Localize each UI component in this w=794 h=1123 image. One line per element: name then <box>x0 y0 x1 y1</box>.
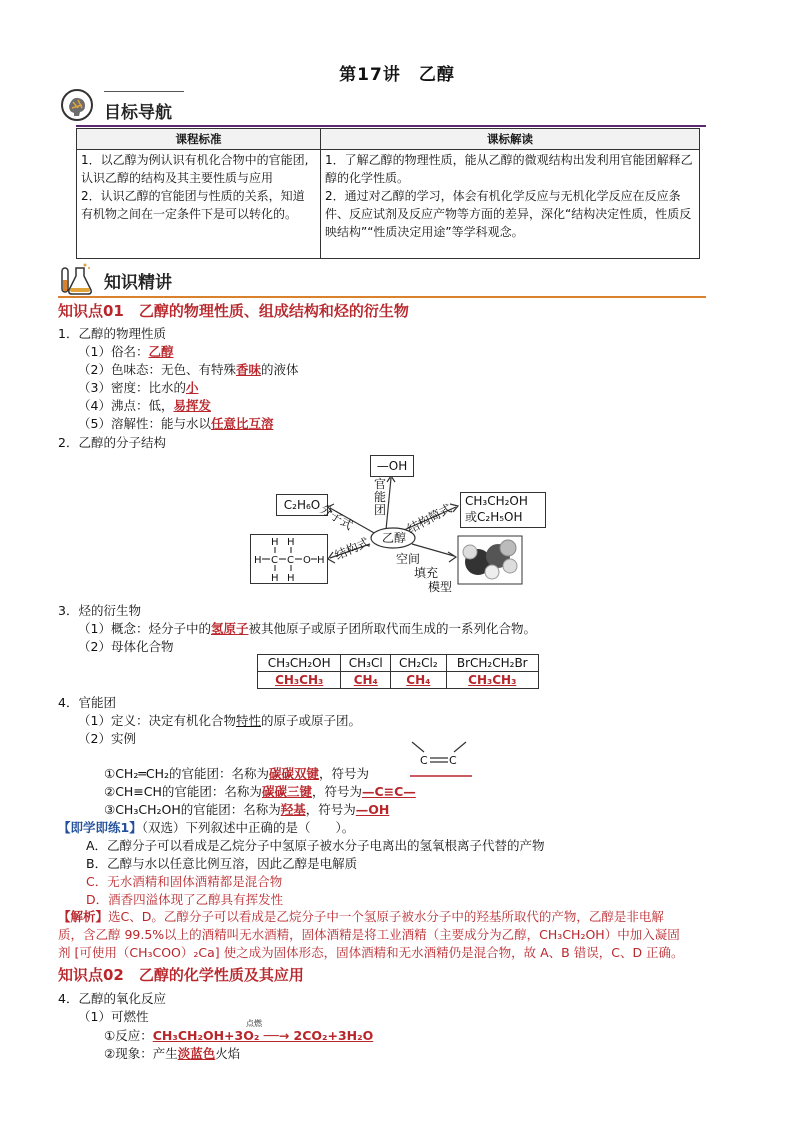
prop-boiling: （4）沸点：低，易挥发 <box>78 398 211 413</box>
goals-underline <box>76 125 706 127</box>
svg-text:H: H <box>287 537 295 548</box>
practice-analysis: 【解析】选C、D。乙醇分子可以看成是乙烷分子中一个氢原子被水分子中的羟基所取代的产物，乙醇是非电解 质，含乙醇 99.5%以上的酒精叫无水酒精，固体酒精是将工业酒精（主要成分为乙醇，CH₃CH₂OH）中加入凝固 剂 [可使用（CH₃COO）₂Ca] 使之成为固体形态，固体酒精和无水酒精仍是混合物，故 A、B 错误，C、D 正确。 <box>58 909 684 960</box>
fg-example-1: ①CH₂═CH₂的官能团：名称为碳碳双键，符号为 <box>104 766 370 781</box>
knowledge-header: 知识精讲 <box>104 273 172 293</box>
goal-interpretation-1: 1．了解乙醇的物理性质，能从乙醇的微观结构出发利用官能团解释乙醇的化学性质。 <box>325 153 693 185</box>
svg-text:H: H <box>287 573 295 583</box>
reaction-condition: 点燃 <box>246 1019 262 1028</box>
kp2-title: 知识点02 乙醇的化学性质及其应用 <box>58 966 304 984</box>
fg-definition: （1）定义：决定有机化合物特性的原子或原子团。 <box>78 713 361 728</box>
page-title: 第17讲 乙醇 <box>339 65 455 85</box>
deriv-cell: CH₃CH₂OH <box>258 655 341 672</box>
prop-name: （1）俗名：乙醇 <box>78 344 174 359</box>
practice-option-c: C．无水酒精和固体酒精都是混合物 <box>86 874 283 889</box>
goal-interpretation-2: 2．通过对乙醇的学习，体会有机化学反应与无机化学反应在反应条件、反应试剂及反应产物等方面的差异，深化“结构决定性质，性质反映结构”“性质决定用途”等学科观念。 <box>325 189 692 239</box>
svg-text:H: H <box>254 555 262 566</box>
kp1-deriv-heading: 3．烃的衍生物 <box>58 603 141 618</box>
kp2-combustion: （1）可燃性 <box>78 1009 149 1024</box>
oh-branch-label: 官能团 <box>374 477 387 517</box>
model-branch-label-2: 填充 <box>414 566 439 580</box>
goal-standard-2: 2．认识乙醇的官能团与性质的关系，知道有机物之间在一定条件下是可以转化的。 <box>81 189 305 221</box>
kp2-reaction: ①反应：CH₃CH₂OH+3O₂ ──→ 2CO₂+3H₂O <box>104 1028 374 1043</box>
simple-branch-label: 结构简式 <box>404 501 454 537</box>
kp1-title: 知识点01 乙醇的物理性质、组成结构和烃的衍生物 <box>58 302 409 320</box>
oh-box: —OH <box>370 455 414 477</box>
fg-example-3: ③CH₃CH₂OH的官能团：名称为羟基，符号为—OH <box>104 802 390 817</box>
double-bond-symbol <box>406 736 472 780</box>
prop-density: （3）密度：比水的小 <box>78 380 199 395</box>
parent-cell: CH₄ <box>341 672 391 689</box>
header-rule <box>104 91 184 92</box>
brain-icon <box>60 88 94 122</box>
parent-cell: CH₄ <box>391 672 446 689</box>
practice-option-b: B．乙醇与水以任意比例互溶，因此乙醇是电解质 <box>86 856 358 871</box>
svg-text:H: H <box>317 555 325 566</box>
model-branch-label-1: 空间 <box>396 552 421 566</box>
svg-text:H: H <box>271 537 279 548</box>
goal-table <box>76 128 700 259</box>
svg-text:C: C <box>271 555 278 566</box>
simple-formula-box: CH₃CH₂OH 或C₂H₅OH <box>460 492 546 528</box>
kp1-physical-heading: 1．乙醇的物理性质 <box>58 326 166 341</box>
practice-question: 【即学即练1】（双选）下列叙述中正确的是（ ）。 <box>58 820 355 835</box>
goal-standard-1: 1．以乙醇为例认识有机化合物中的官能团,认识乙醇的结构及其主要性质与应用 <box>81 153 309 185</box>
prop-solubility: （5）溶解性：能与水以任意比互溶 <box>78 416 274 431</box>
practice-option-a: A．乙醇分子可以看成是乙烷分子中氢原子被水分子电离出的氢氧根离子代替的产物 <box>86 838 545 853</box>
prop-color: （2）色味态：无色、有特殊香味的液体 <box>78 362 299 377</box>
kp1-structure-heading: 2．乙醇的分子结构 <box>58 435 166 450</box>
kp2-phenomenon: ②现象：产生淡蓝色火焰 <box>104 1046 241 1061</box>
svg-text:C: C <box>420 754 428 767</box>
svg-text:O: O <box>303 555 311 566</box>
fg-examples: （2）实例 <box>78 731 136 746</box>
deriv-parent: （2）母体化合物 <box>78 639 174 654</box>
space-filling-model <box>458 536 522 584</box>
formula-branch-label: 分子式 <box>317 501 356 533</box>
flask-icon <box>58 262 94 296</box>
deriv-cell: BrCH₂CH₂Br <box>446 655 539 672</box>
fg-example-2: ②CH≡CH的官能团：名称为碳碳三键，符号为—C≡C— <box>104 784 416 799</box>
parent-cell: CH₃CH₃ <box>258 672 341 689</box>
practice-option-d: D．酒香四溢体现了乙醇具有挥发性 <box>86 892 284 907</box>
parent-cell: CH₃CH₃ <box>446 672 539 689</box>
formula-box: C₂H₆O <box>276 494 328 516</box>
deriv-concept: （1）概念：烃分子中的氢原子被其他原子或原子团所取代而生成的一系列化合物。 <box>78 621 536 636</box>
svg-text:C: C <box>287 555 294 566</box>
deriv-cell: CH₂Cl₂ <box>391 655 446 672</box>
svg-text:C: C <box>449 754 457 767</box>
goal-table-header: 课标解读 <box>321 129 700 150</box>
svg-text:H: H <box>271 573 279 583</box>
derivative-table <box>257 654 539 689</box>
ethanol-center: 乙醇 <box>381 531 406 545</box>
knowledge-underline <box>58 296 706 298</box>
kp2-oxidation-heading: 4．乙醇的氧化反应 <box>58 991 166 1006</box>
model-branch-label-3: 模型 <box>428 580 453 594</box>
deriv-cell: CH₃Cl <box>341 655 391 672</box>
struct-branch-label: 结构式 <box>332 535 372 563</box>
structure-diagram <box>246 452 546 598</box>
structural-formula-box <box>250 534 328 584</box>
kp1-fg-heading: 4．官能团 <box>58 695 116 710</box>
goals-header: 目标导航 <box>104 103 172 123</box>
goal-table-header: 课程标准 <box>77 129 321 150</box>
